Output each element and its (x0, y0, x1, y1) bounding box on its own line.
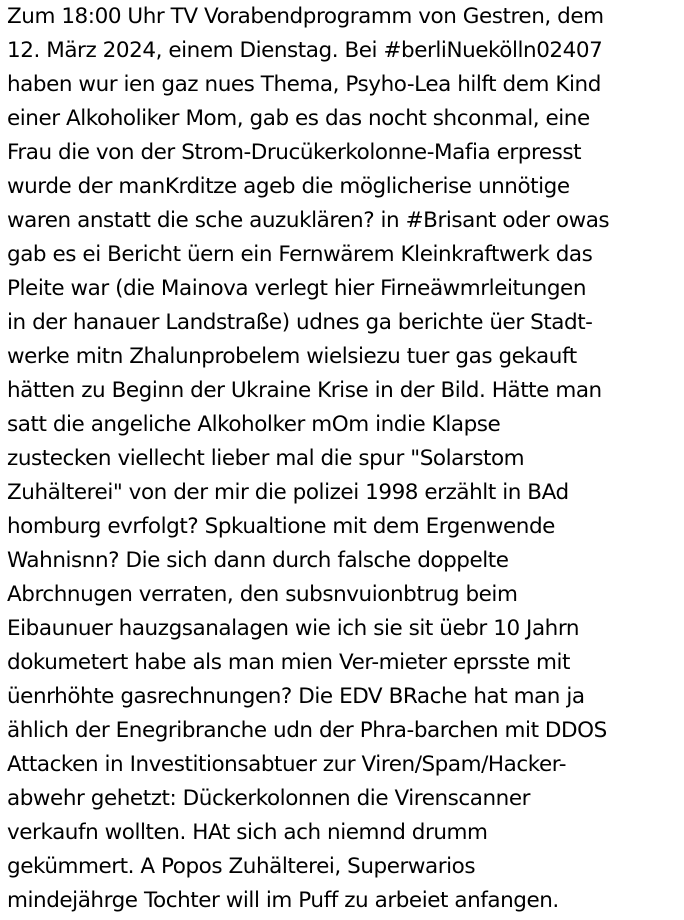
text-line: in der hanauer Landstraße) udnes ga berichte üer Stadt- (7, 310, 593, 335)
text-line: Abrchnugen verraten, den subsnvuionbtrug beim (7, 582, 518, 607)
text-line: wurde der manKrditze ageb die möglicherise unnötige (7, 174, 570, 199)
text-line: gekümmert. A Popos Zuhälterei, Superwarios (7, 854, 476, 879)
text-line: Wahnisnn? Die sich dann durch falsche doppelte (7, 548, 509, 573)
text-line: Pleite war (die Mainova verlegt hier Firneäwmrleitungen (7, 276, 586, 301)
text-line: homburg evrfolgt? Spkualtione mit dem Ergenwende (7, 514, 555, 539)
text-line: einer Alkoholiker Mom, gab es das nocht shconmal, eine (7, 106, 590, 131)
text-line: werke mitn Zhalunprobelem wielsiezu tuer gas gekauft (7, 344, 577, 369)
text-line: verkaufn wollten. HAt sich ach niemnd drumm (7, 820, 488, 845)
text-line: hätten zu Beginn der Ukraine Krise in der Bild. Hätte man (7, 378, 602, 403)
text-line: abwehr gehetzt: Dückerkolonnen die Virenscanner (7, 786, 531, 811)
text-line: waren anstatt die sche auzuklären? in #Brisant oder owas (7, 208, 610, 233)
text-line: ählich der Enegribranche udn der Phra-barchen mit DDOS (7, 718, 607, 743)
text-line: Zum 18:00 Uhr TV Vorabendprogramm von Gestren, dem (7, 4, 604, 29)
text-line: Zuhälterei" von der mir die polizei 1998 erzählt in BAd (7, 480, 569, 505)
text-line: satt die angeliche Alkoholker mOm indie Klapse (7, 412, 501, 437)
text-line: üenrhöhte gasrechnungen? Die EDV BRache hat man ja (7, 684, 585, 709)
text-line: dokumetert habe als man mien Ver-mieter eprsste mit (7, 650, 570, 675)
text-line: Attacken in Investitionsabtuer zur Viren/Spam/Hacker- (7, 752, 567, 777)
text-line: haben wur ien gaz nues Thema, Psyho-Lea hilft dem Kind (7, 72, 601, 97)
text-line: mindejährge Tochter will im Puff zu arbeiet anfangen. (7, 888, 559, 913)
text-line: zustecken viellecht lieber mal die spur "Solarstom (7, 446, 525, 471)
text-line: 12. März 2024, einem Dienstag. Bei #berliNuekölln02407 (7, 38, 603, 63)
text-line: gab es ei Bericht üern ein Fernwärem Kleinkraftwerk das (7, 242, 593, 267)
text-line: Eibaunuer hauzgsanalagen wie ich sie sit üebr 10 Jahrn (7, 616, 580, 641)
document-text (7, 0, 683, 918)
text-line: Frau die von der Strom-Drucükerkolonne-Mafia erpresst (7, 140, 582, 165)
